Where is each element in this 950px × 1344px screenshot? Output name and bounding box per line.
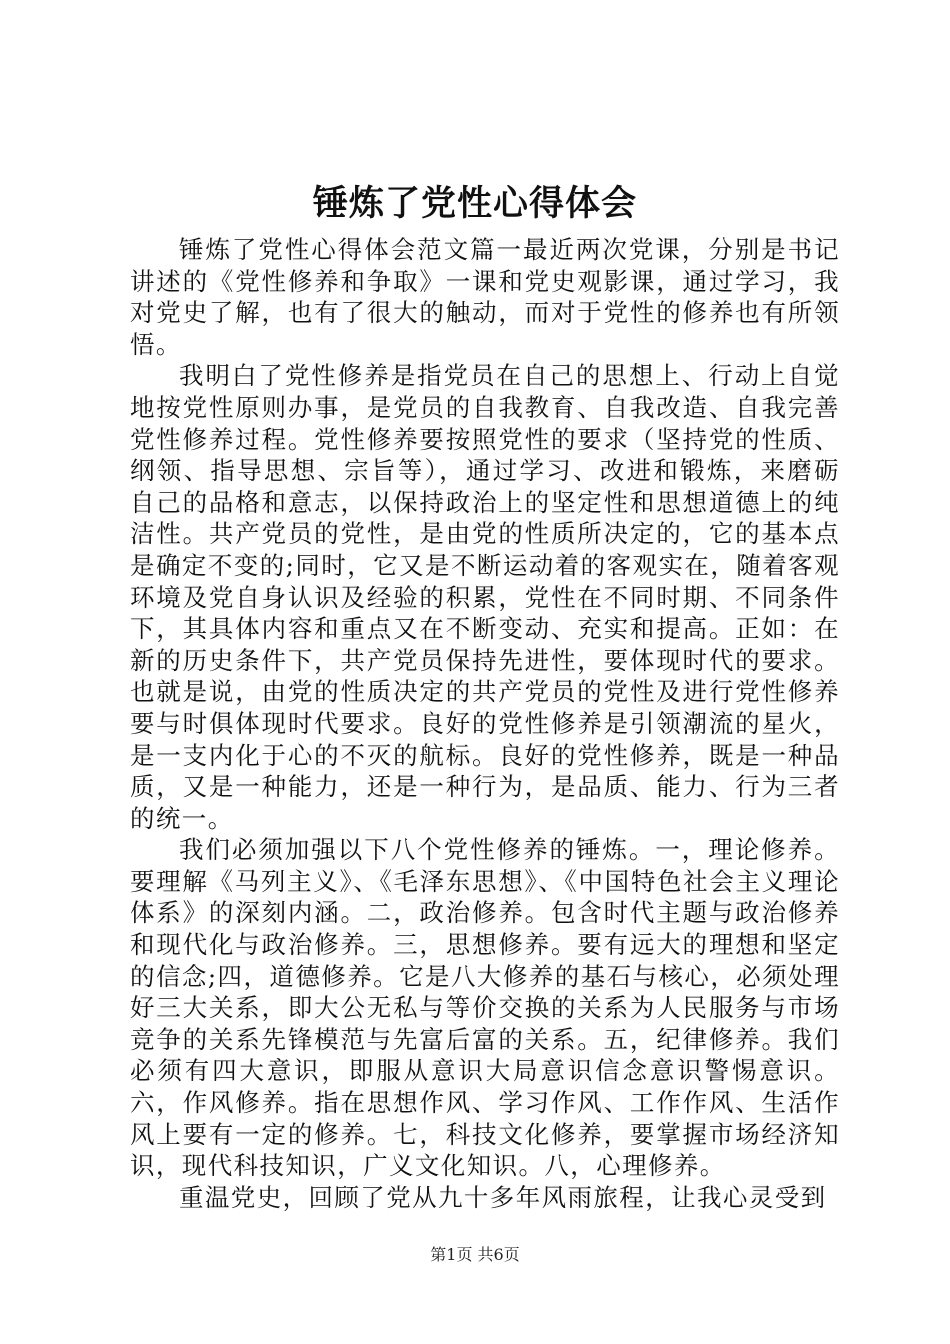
- paragraph-3: 我们必须加强以下八个党性修养的锤炼。一，理论修养。要理解《马列主义》、《毛泽东思想》、《中国特色社会主义理论体系》的深刻内涵。二，政治修养。包含时代主题与政治修养和现代化与政治修养。三，思想修养。要有远大的理想和坚定的信念;四，道德修养。它是八大修养的基石与核心，必须处理好三大关系，即大公无私与等价交换的关系为人民服务与市场竞争的关系先锋模范与先富后富的关系。五，纪律修养。我们必须有四大意识，即服从意识大局意识信念意识警惕意识。六，作风修养。指在思想作风、学习作风、工作作风、生活作风上要有一定的修养。七，科技文化修养，要掌握市场经济知识，现代科技知识，广义文化知识。八，心理修养。: [130, 835, 840, 1181]
- document-body: [130, 234, 840, 1213]
- page-number-footer: 第1页 共6页: [430, 1245, 520, 1264]
- paragraph-2: 我明白了党性修养是指党员在自己的思想上、行动上自觉地按党性原则办事，是党员的自我教育、自我改造、自我完善党性修养过程。党性修养要按照党性的要求（坚持党的性质、纲领、指导思想、宗旨等），通过学习、改进和锻炼，来磨砺自己的品格和意志，以保持政治上的坚定性和思想道德上的纯洁性。共产党员的党性，是由党的性质所决定的，它的基本点是确定不变的;同时，它又是不断运动着的客观实在，随着客观环境及党自身认识及经验的积累，党性在不同时期、不同条件下，其具体内容和重点又在不断变动、充实和提高。正如：在新的历史条件下，共产党员保持先进性，要体现时代的要求。也就是说，由党的性质决定的共产党员的党性及进行党性修养要与时俱体现时代要求。良好的党性修养是引领潮流的星火，是一支内化于心的不灭的航标。良好的党性修养，既是一种品质，又是一种能力，还是一种行为，是品质、能力、行为三者的统一。: [130, 361, 840, 833]
- paragraph-4: 重温党史，回顾了党从九十多年风雨旅程，让我心灵受到: [179, 1182, 827, 1212]
- document-title: 锤炼了党性心得体会: [312, 183, 637, 224]
- paragraph-1: 锤炼了党性心得体会范文篇一最近两次党课，分别是书记讲述的《党性修养和争取》一课和党史观影课，通过学习，我对党史了解，也有了很大的触动，而对于党性的修养也有所领悟。: [130, 235, 840, 359]
